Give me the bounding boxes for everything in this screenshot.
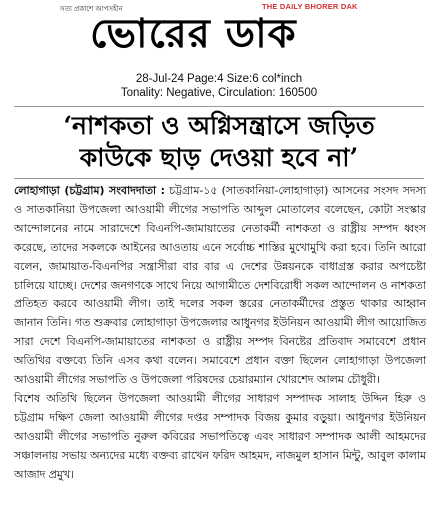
article-paragraph-2: বিশেষ অতিথি ছিলেন উপজেলা আওয়ামী লীগের সাধারণ সম্পাদক সালাহ উদ্দিন হিরু ও চট্টগ্রাম দক্ষিণ জেলা আওয়ামী লীগের দপ্তর সম্পাদক বিজয় কুমার বড়ুয়া। আধুনগর ইউনিয়ন আওয়ামী লীগের সভাপতি নুরুল কবিরের সভাপতিত্বে এবং সাধারণ সম্পাদক আলী আহমদের সঞ্চালনায় সভায় অন্যদের মধ্যে বক্তব্য রাখেন ফরিদ আহমদ, নাজমুল হাসান মিন্টু, আবুল কালাম আজাদ প্রমুখ। xyxy=(14,391,426,481)
paragraph-1-text: চট্টগ্রাম-১৫ (সাতকানিয়া-লোহাগাড়া) আসনের সংসদ সদস্য ও সাতকানিয়া উপজেলা আওয়ামী লীগের সভাপতি আব্দুল মোতালেব বলেছেন, কোটা সংস্কার আন্দোলনের নামে সারাদেশে বিএনপি-জামায়াতের নেতাকর্মী নাশকতা ও রাষ্ট্রীয় সম্পদ ধ্বংস করেছে, তাদের সকলকে আইনের আওতায় এনে সর্বোচ্চ শাস্তির মুখোমুখি করা হবে। তিনি আরো বলেন, জামায়াত-বিএনপির সন্ত্রাসীরা বার বার এ দেশের উন্নয়নকে বাধাগ্রস্ত করার অপচেষ্টা চালিয়ে যাচ্ছে। দেশের জনগণকে সাথে নিয়ে আগামীতে দেশবিরোধী সকল আন্দোলন ও নাশকতা প্রতিহত করবে আওয়ামী লীগ। তাই দলের সকল স্তরের নেতাকর্মীদের প্রস্তুত থাকার আহ্বান জানান তিনি। গত শুক্রবার লোহাগাড়া উপজেলার আধুনগর ইউনিয়ন আওয়ামী লীগ আয়োজিত সারা দেশে বিএনপি-জামায়াতের নাশকতা ও রাষ্ট্রীয় সম্পদ বিনষ্টের প্রতিবাদ সমাবেশে প্রধান অতিথির বক্তব্যে তিনি এসব কথা বলেন। সমাবেশে প্রধান বক্তা ছিলেন লোহাগাড়া উপজেলা আওয়ামী লীগের সভাপতি ও উপজেলা পরিষদের চেয়ারম্যান খোরশেদ আলম চৌধুরী। xyxy=(14,184,426,387)
article-paragraph-1 xyxy=(14,182,426,390)
top-divider xyxy=(14,106,424,107)
headline-line-2: কাউকে ছাড় দেওয়া হবে না’ xyxy=(79,143,359,172)
article-byline: লোহাগাড়া (চট্টগ্রাম) সংবাদদাতা : xyxy=(14,184,165,197)
article-body xyxy=(14,182,426,485)
headline-divider xyxy=(14,178,424,179)
headline-line-1: ‘নাশকতা ও অগ্নিসন্ত্রাসে জড়িত xyxy=(63,111,375,140)
masthead-english-title: THE DAILY BHORER DAK xyxy=(262,2,358,11)
clip-meta-line1: 28-Jul-24 Page:4 Size:6 col*inch xyxy=(135,73,303,85)
masthead xyxy=(0,0,438,62)
article-headline xyxy=(14,110,424,176)
newspaper-logo-title: ভোরের ডাক xyxy=(90,11,297,57)
clip-meta-line2: Tonality: Negative, Circulation: 160500 xyxy=(120,87,318,99)
masthead-tagline: সত্য প্রকাশে আপসহীন xyxy=(60,5,123,13)
